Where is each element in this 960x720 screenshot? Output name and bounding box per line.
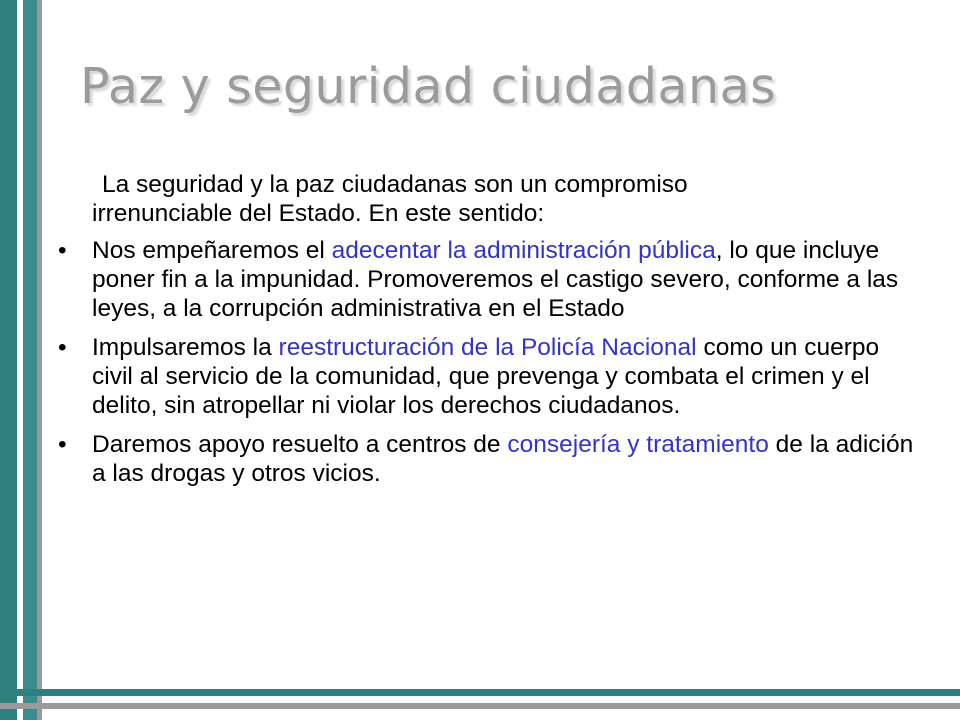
bullet-text: Impulsaremos la bbox=[92, 334, 279, 361]
bullet-item bbox=[58, 236, 918, 323]
bullet-list bbox=[58, 236, 918, 488]
slide-body bbox=[58, 170, 918, 498]
bullet-text: Nos empeñaremos el bbox=[92, 237, 332, 264]
bullet-item bbox=[58, 430, 918, 488]
intro-paragraph bbox=[58, 170, 918, 228]
intro-line-1: La seguridad y la paz ciudadanas son un compromiso bbox=[102, 171, 688, 198]
bullet-item bbox=[58, 333, 918, 420]
bullet-text: Daremos apoyo resuelto a centros de bbox=[92, 431, 508, 458]
bullet-highlight: reestructuración de la Policía Nacional bbox=[278, 334, 697, 361]
left-border-bar-inner bbox=[23, 0, 37, 720]
bullet-highlight: consejería y tratamiento bbox=[507, 431, 769, 458]
bottom-border-stripe bbox=[0, 703, 960, 709]
bullet-icon: • bbox=[58, 431, 67, 458]
bottom-border-bar bbox=[0, 689, 960, 696]
bullet-highlight: adecentar la administración pública bbox=[331, 237, 716, 264]
bullet-icon: • bbox=[58, 237, 67, 264]
bullet-icon: • bbox=[58, 334, 67, 361]
bullet-text: de la adición a las drogas y otros vicios. bbox=[92, 431, 914, 487]
bullet-text: como un cuerpo civil al servicio de la comunidad, que prevenga y combata el crimen y el delito, sin atropellar ni violar los derechos ciudadanos. bbox=[92, 334, 880, 419]
intro-line-2: irrenunciable del Estado. En este sentido: bbox=[92, 200, 545, 227]
left-border-bar bbox=[0, 0, 17, 720]
bullet-text: , lo que incluye poner fin a la impunidad. Promoveremos el castigo severo, conforme a las leyes, a la corrupción administrativa en el Estado bbox=[92, 237, 899, 322]
slide-title: Paz y seguridad ciudadanas bbox=[80, 58, 777, 115]
left-border-stripe bbox=[37, 0, 42, 720]
